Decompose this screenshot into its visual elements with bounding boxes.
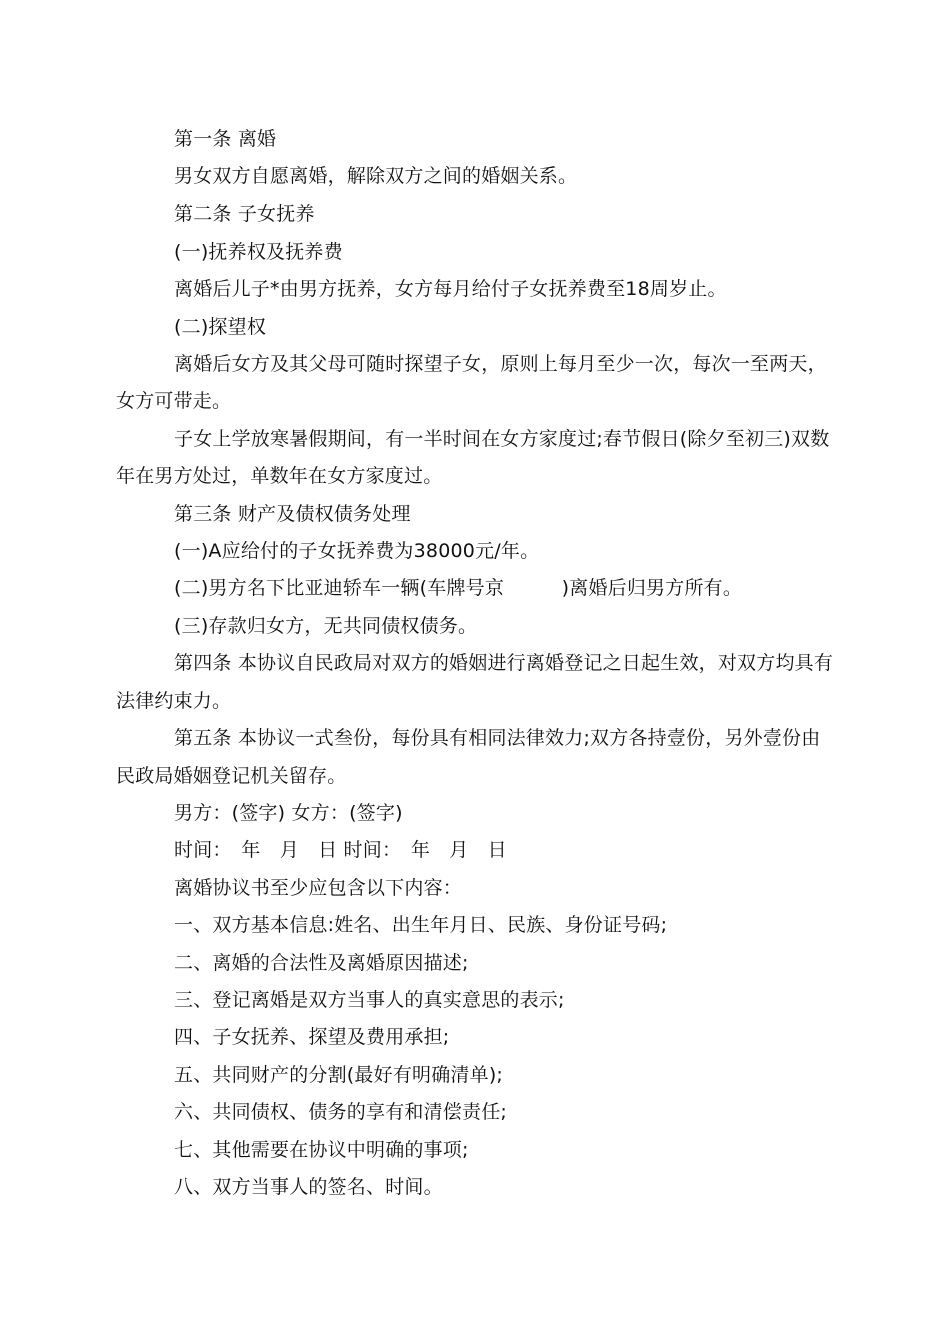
article4-line2: 法律约束力。 <box>116 690 232 712</box>
contents-item: 七、其他需要在协议中明确的事项; <box>174 1139 469 1161</box>
article2-heading: 第二条 子女抚养 <box>174 203 315 225</box>
article2-sub2-heading: (二)探望权 <box>174 316 267 338</box>
article3-item1: (一)A应给付的子女抚养费为38000元/年。 <box>174 540 540 562</box>
article2-sub1-body: 离婚后儿子*由男方抚养，女方每月给付子女抚养费至18周岁止。 <box>174 278 727 300</box>
holiday-paragraph-line1: 子女上学放寒暑假期间，有一半时间在女方家度过;春节假日(除夕至初三)双数 <box>174 428 830 450</box>
contents-item: 六、共同债权、债务的享有和清偿责任; <box>174 1101 508 1123</box>
article3-item2: (二)男方名下比亚迪轿车一辆(车牌号京 )离婚后归男方所有。 <box>174 577 743 599</box>
contents-item: 一、双方基本信息:姓名、出生年月日、民族、身份证号码; <box>174 914 668 936</box>
contents-item: 三、登记离婚是双方当事人的真实意思的表示; <box>174 989 565 1011</box>
article5-line1: 第五条 本协议一式叁份，每份具有相同法律效力;双方各持壹份，另外壹份由 <box>174 727 821 749</box>
article1-body: 男女双方自愿离婚，解除双方之间的婚姻关系。 <box>174 165 578 187</box>
article1-heading: 第一条 离婚 <box>174 128 277 150</box>
holiday-paragraph-line2: 年在男方处过，单数年在女方家度过。 <box>116 465 443 487</box>
contents-item: 五、共同财产的分割(最好有明确清单); <box>174 1064 504 1086</box>
signature-line: 男方：(签字) 女方：(签字) <box>174 802 403 824</box>
contents-item: 四、子女抚养、探望及费用承担; <box>174 1026 450 1048</box>
article2-sub1-heading: (一)抚养权及抚养费 <box>174 241 343 263</box>
contents-item: 二、离婚的合法性及离婚原因描述; <box>174 952 469 974</box>
contents-intro: 离婚协议书至少应包含以下内容： <box>174 877 463 899</box>
visitation-paragraph-line2: 女方可带走。 <box>116 390 232 412</box>
article5-line2: 民政局婚姻登记机关留存。 <box>116 765 347 787</box>
contents-item: 八、双方当事人的签名、时间。 <box>174 1176 443 1198</box>
article4-line1: 第四条 本协议自民政局对双方的婚姻进行离婚登记之日起生效，对双方均具有 <box>174 652 834 674</box>
article3-item3: (三)存款归女方，无共同债权债务。 <box>174 615 478 637</box>
date-line: 时间： 年 月 日 时间： 年 月 日 <box>174 839 507 861</box>
visitation-paragraph-line1: 离婚后女方及其父母可随时探望子女，原则上每月至少一次，每次一至两天， <box>174 353 827 375</box>
article3-heading: 第三条 财产及债权债务处理 <box>174 503 411 525</box>
